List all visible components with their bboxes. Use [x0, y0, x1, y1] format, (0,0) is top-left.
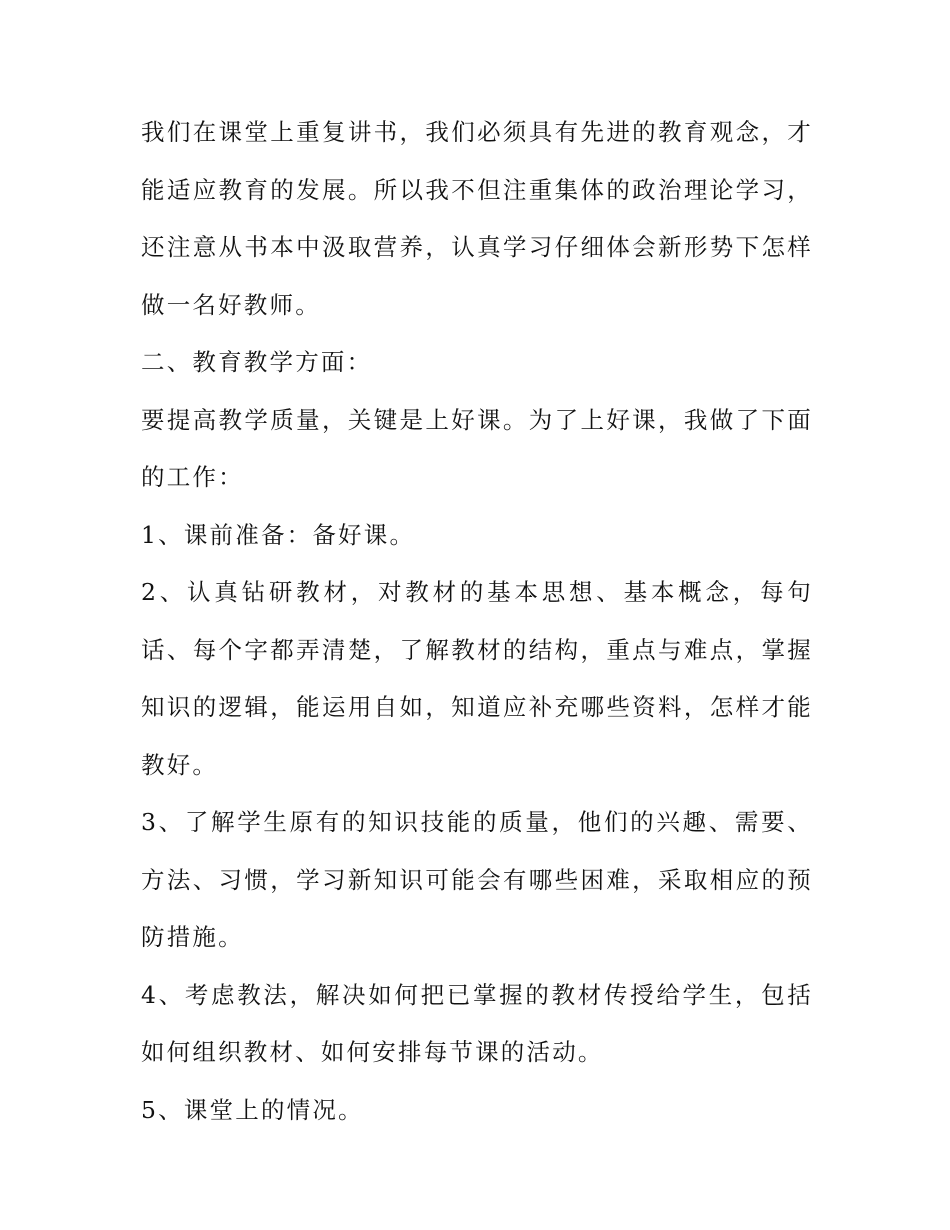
list-item-5: 5、课堂上的情况。 [141, 1095, 364, 1124]
list-item-4: 4、考虑教法，解决如何把已掌握的教材传授给学生，包括如何组织教材、如何安排每节课的活动。 [141, 980, 813, 1066]
document-body [141, 104, 813, 1139]
list-item-3: 3、了解学生原有的知识技能的质量，他们的兴趣、需要、方法、习惯，学习新知识可能会有哪些困难，采取相应的预防措施。 [141, 808, 813, 951]
paragraph-teaching-quality: 要提高教学质量，关键是上好课。为了上好课，我做了下面的工作： [141, 405, 813, 491]
list-item-2: 2、认真钻研教材，对教材的基本思想、基本概念，每句话、每个字都弄清楚，了解教材的结构，重点与难点，掌握知识的逻辑，能运用自如，知道应补充哪些资料，怎样才能教好。 [141, 578, 813, 779]
section-heading-teaching: 二、教育教学方面： [141, 348, 373, 376]
paragraph-education-philosophy: 我们在课堂上重复讲书，我们必须具有先进的教育观念，才能适应教育的发展。所以我不但注重集体的政治理论学习，还注意从书本中汲取营养，认真学习仔细体会新形势下怎样做一名好教师。 [141, 118, 813, 319]
list-item-1: 1、课前准备：备好课。 [141, 520, 416, 549]
